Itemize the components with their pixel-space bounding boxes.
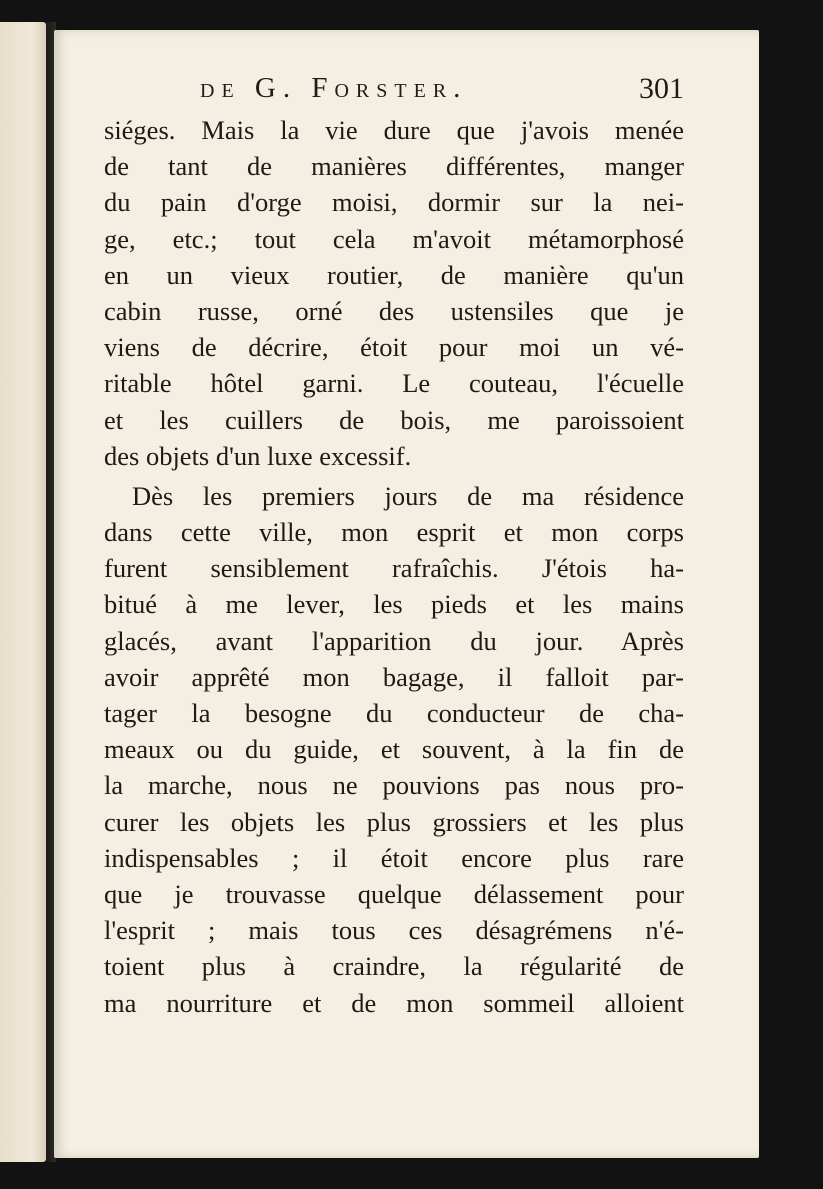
book-page bbox=[54, 30, 759, 1158]
page-number: 301 bbox=[639, 72, 684, 105]
text-line: Dès les premiers jours de ma résidence bbox=[132, 480, 684, 511]
text-line: siéges. Mais la vie dure que j'avois menée bbox=[104, 115, 684, 145]
text-line: dans cette ville, mon esprit et mon corps bbox=[104, 517, 684, 548]
text-line: ritable hôtel garni. Le couteau, l'écuelle bbox=[104, 368, 684, 399]
facing-page-edge bbox=[0, 22, 46, 1162]
text-line: curer les objets les plus grossiers et les plus bbox=[104, 806, 684, 837]
text-line: ma nourriture et de mon sommeil alloient bbox=[104, 987, 684, 1018]
text-line: que je trouvasse quelque délassement pour bbox=[104, 878, 684, 909]
text-line: avoir apprêté mon bagage, il falloit par- bbox=[104, 661, 684, 692]
text-line: cabin russe, orné des ustensiles que je bbox=[104, 295, 684, 326]
text-line: indispensables ; il étoit encore plus rare bbox=[104, 842, 684, 873]
page-text-block bbox=[104, 72, 684, 1021]
paragraph-1 bbox=[104, 112, 684, 474]
running-head-title: de G. Forster. bbox=[200, 72, 468, 104]
paragraph-2 bbox=[104, 478, 684, 1021]
text-line: des objets d'un luxe excessif. bbox=[104, 440, 412, 471]
text-line: la marche, nous ne pouvions pas nous pro- bbox=[104, 770, 684, 801]
text-line: glacés, avant l'apparition du jour. Après bbox=[104, 625, 684, 656]
text-line: viens de décrire, étoit pour moi un vé- bbox=[104, 332, 684, 363]
text-line: en un vieux routier, de manière qu'un bbox=[104, 259, 684, 290]
text-line: toient plus à craindre, la régularité de bbox=[104, 951, 684, 982]
text-line: l'esprit ; mais tous ces désagrémens n'é- bbox=[104, 915, 684, 946]
running-head bbox=[104, 72, 684, 112]
text-line: de tant de manières différentes, manger bbox=[104, 151, 684, 182]
text-line: bitué à me lever, les pieds et les mains bbox=[104, 589, 684, 620]
text-line: meaux ou du guide, et souvent, à la fin de bbox=[104, 734, 684, 765]
text-line: ge, etc.; tout cela m'avoit métamorphosé bbox=[104, 223, 684, 254]
text-line: tager la besogne du conducteur de cha- bbox=[104, 698, 684, 728]
text-line: du pain d'orge moisi, dormir sur la nei- bbox=[104, 187, 684, 218]
text-line: et les cuillers de bois, me paroissoient bbox=[104, 404, 684, 435]
text-line: furent sensiblement rafraîchis. J'étois ha- bbox=[104, 553, 684, 584]
